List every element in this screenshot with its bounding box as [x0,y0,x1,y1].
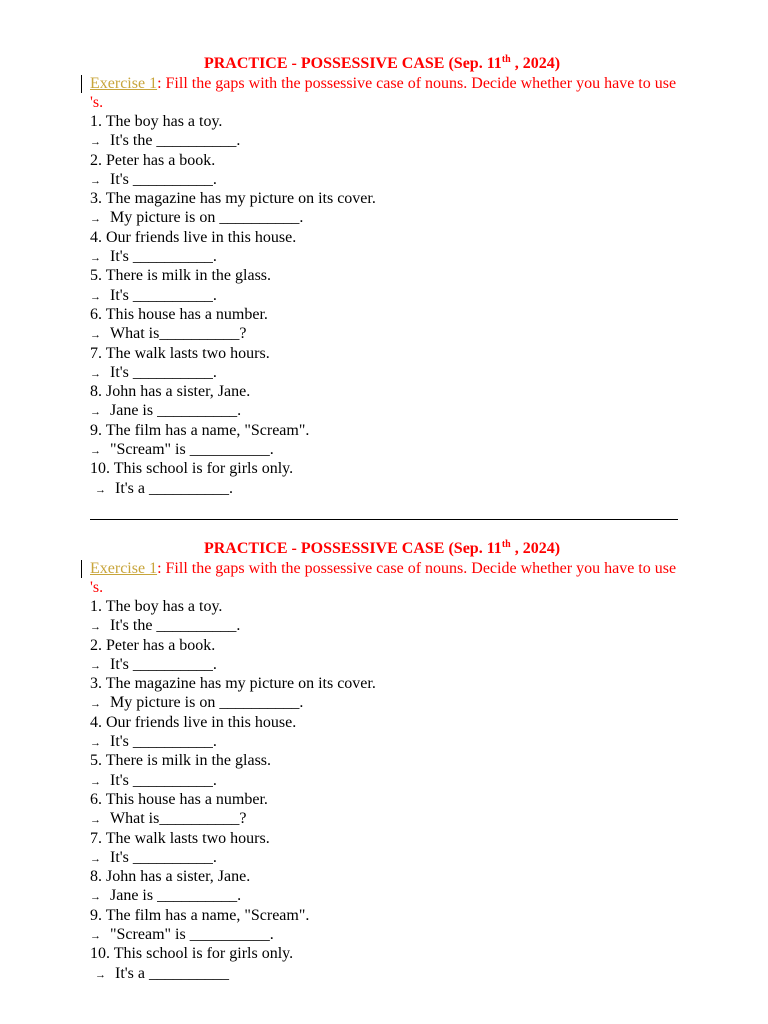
question: 8. John has a sister, Jane. [90,868,251,886]
answer-line: → My picture is on __________. [90,208,678,227]
arrow-icon: → [90,775,101,788]
answer-line: → It's __________. [90,286,678,305]
worksheet-title: PRACTICE - POSSESSIVE CASE (Sep. 11th , 2024) [203,54,561,72]
question-list [90,597,678,983]
answer-line: → It's the __________. [90,616,678,635]
worksheet-title: PRACTICE - POSSESSIVE CASE (Sep. 11th , 2024) [203,539,561,557]
arrow-icon: → [90,445,101,458]
answer-line: → It's __________. [90,732,678,751]
question: 5. There is milk in the glass. [90,267,272,285]
arrow-icon: → [90,213,101,226]
question: 8. John has a sister, Jane. [90,383,251,401]
question: 10. This school is for girls only. [90,460,294,478]
question: 9. The film has a name, "Scream". [90,421,310,439]
question: 7. The walk lasts two hours. [90,344,270,362]
answer-line: → Jane is __________. [90,401,678,420]
question: 9. The film has a name, "Scream". [90,906,310,924]
question: 2. Peter has a book. [90,151,216,169]
question: 10. This school is for girls only. [90,945,294,963]
arrow-icon: → [90,406,101,419]
answer-line: → "Scream" is __________. [90,925,678,944]
section-divider [90,519,678,520]
arrow-icon: → [90,852,101,865]
arrow-icon: → [90,930,101,943]
arrow-icon: → [90,698,101,711]
question: 6. This house has a number. [90,790,268,808]
answer-line: → What is__________? [90,809,678,828]
answer-line: → It's the __________. [90,131,678,150]
answer-line: → It's __________. [90,363,678,382]
arrow-icon: → [90,891,101,904]
arrow-icon: → [90,621,101,634]
arrow-icon: → [90,252,101,265]
question: 7. The walk lasts two hours. [90,829,270,847]
arrow-icon: → [90,367,101,380]
exercise-label: Exercise 1 [90,75,158,92]
question: 4. Our friends live in this house. [90,713,297,731]
question: 3. The magazine has my picture on its cover. [90,190,376,208]
arrow-icon: → [90,814,101,827]
answer-line: → It's a __________ [90,964,678,983]
instruction-text: : Fill the gaps with the possessive case of nouns. Decide whether you have to use 's. [90,560,677,596]
answer-line: → My picture is on __________. [90,693,678,712]
arrow-icon: → [95,968,106,981]
question: 4. Our friends live in this house. [90,228,297,246]
exercise-instruction [90,74,678,112]
arrow-icon: → [90,329,101,342]
instruction-text: : Fill the gaps with the possessive case of nouns. Decide whether you have to use 's. [90,75,677,111]
question: 3. The magazine has my picture on its cover. [90,675,376,693]
arrow-icon: → [90,174,101,187]
arrow-icon: → [90,737,101,750]
exercise-label: Exercise 1 [90,560,158,577]
worksheet-copy-2 [90,539,678,983]
question: 5. There is milk in the glass. [90,752,272,770]
answer-line: → It's a __________. [90,479,678,498]
text-cursor [81,75,82,93]
arrow-icon: → [90,290,101,303]
answer-line: → Jane is __________. [90,886,678,905]
answer-line: → "Scream" is __________. [90,440,678,459]
answer-line: → It's __________. [90,655,678,674]
question-list [90,112,678,498]
text-cursor [81,560,82,578]
question: 6. This house has a number. [90,305,268,323]
answer-line: → It's __________. [90,247,678,266]
arrow-icon: → [95,483,106,496]
exercise-instruction [90,559,678,597]
answer-line: → It's __________. [90,848,678,867]
question: 1. The boy has a toy. [90,598,223,615]
answer-line: → It's __________. [90,771,678,790]
question: 1. The boy has a toy. [90,113,223,130]
question: 2. Peter has a book. [90,636,216,654]
arrow-icon: → [90,659,101,672]
worksheet-copy-1 [90,54,678,498]
arrow-icon: → [90,136,101,149]
answer-line: → It's __________. [90,170,678,189]
answer-line: → What is__________? [90,324,678,343]
